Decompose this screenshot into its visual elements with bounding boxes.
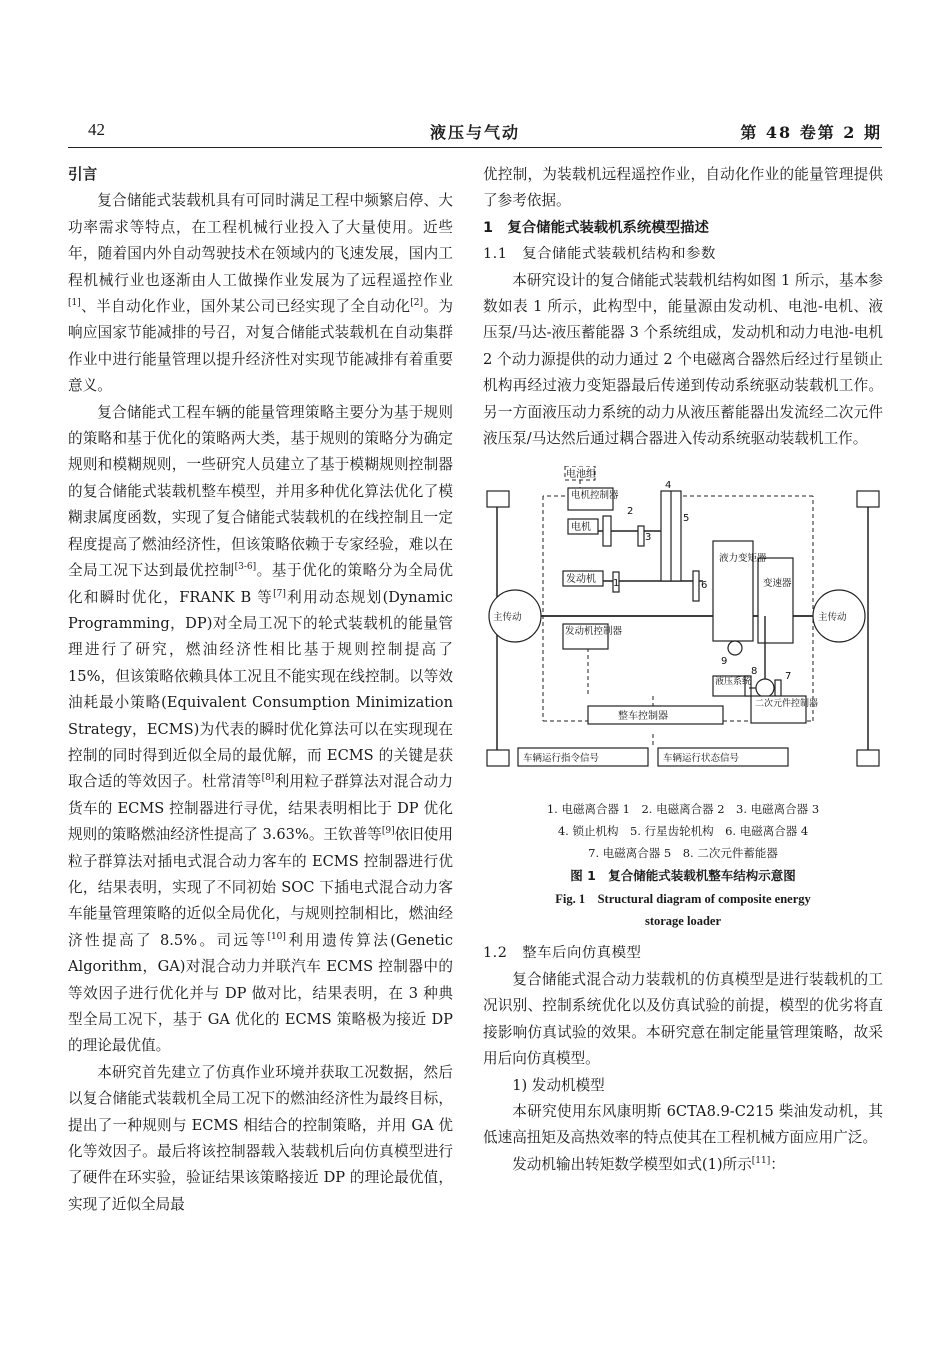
legend-line-1: 1. 电磁离合器 1 2. 电磁离合器 2 3. 电磁离合器 3 bbox=[546, 802, 820, 817]
model-paragraph: 复合储能式混合动力装载机的仿真模型是进行装载机的工况识别、控制系统优化以及仿真试验的前提，模型的优劣将直接影响仿真试验的效果。本研究意在制定能量管理策略，故采用后向仿真模型。 bbox=[483, 970, 883, 1068]
structure-paragraph: 本研究设计的复合储能式装载机结构如图 1 所示，基本参数如表 1 所示，此构型中，能量源由发动机、电池-电机、液压泵/马达-液压蓄能器 3 个系统组成，发动机和动力电池-电机 2 个动力源提供的动力通过 2 个电磁离合器然后经过行星锁止机构再经过液力变矩器最后传递到传动系统驱动装载机工作。另一方面液压动力系统的动力从液压蓄能器出发流经二次元件液压泵/马达然后通过耦合器进入传动系统驱动装载机工作。 bbox=[483, 271, 883, 448]
right-column bbox=[483, 162, 883, 1178]
clutch-number-3: 3 bbox=[645, 532, 652, 544]
left-column bbox=[68, 162, 453, 1218]
figure-caption-en-1: Fig. 1 Structural diagram of composite energy bbox=[555, 892, 811, 907]
legend-line-2: 4. 锁止机构 5. 行星齿轮机构 6. 电磁离合器 4 bbox=[557, 824, 809, 839]
volume-issue: 第 48 卷第 2 期 bbox=[740, 123, 882, 142]
secondary-controller-label: 二次元件控制器 bbox=[755, 699, 819, 710]
figure-1-diagram bbox=[483, 466, 883, 796]
citation: [8] bbox=[261, 773, 275, 784]
continued-paragraph: 优控制，为装载机远程遥控作业，自动化作业的能量管理提供了参考依据。 bbox=[483, 166, 883, 210]
engine-controller-label: 发动机控制器 bbox=[565, 626, 623, 638]
section-heading-1-1: 1.1 复合储能式装载机结构和参数 bbox=[483, 246, 716, 263]
main-drive-left-label: 主传动 bbox=[493, 612, 522, 624]
motor-controller-label: 电机控制器 bbox=[571, 490, 619, 502]
gearbox-label: 变速器 bbox=[763, 578, 792, 590]
engine-paragraph: 本研究使用东风康明斯 6CTA8.9-C215 柴油发动机，其低速高扭矩及高热效率的特点使其在工程机械方面应用广泛。 bbox=[483, 1102, 883, 1147]
clutch-number-6: 6 bbox=[701, 580, 708, 592]
intro-heading: 引言 bbox=[68, 166, 98, 183]
command-signal-label: 车辆运行指令信号 bbox=[523, 753, 600, 765]
figure-caption-en-2: storage loader bbox=[644, 914, 722, 929]
citation: [9] bbox=[381, 826, 395, 837]
citation: [7] bbox=[273, 588, 286, 599]
planetary-number-5: 5 bbox=[683, 513, 690, 525]
torque-paragraph: 发动机输出转矩数学模型如式(1)所示[11]： bbox=[512, 1155, 785, 1173]
citation: [11] bbox=[751, 1155, 771, 1166]
intro-paragraph-2: 复合储能式工程车辆的能量管理策略主要分为基于规则的策略和基于优化的策略两大类，基于规则的策略分为确定规则和模糊规则，一些研究人员建立了基于模糊规则控制器的复合储能式装载机整车模型，并用多种优化算法优化了模糊隶属度函数，实现了复合储能式装载机的在线控制且一定程度提高了燃油经济性，但该策略依赖于专家经验，难以在全局工况下达到最优控制[3-6]。基于优化的策略分为全局优化和瞬时优化，FRANK B 等[7]利用动态规划(Dynamic Programming，DP)对全局工况下的轮式装载机的能量管理进行了研究，燃油经济性相比基于规则控制提高了 15%，但该策略依赖具体工况且不能实现在线控制。以等效油耗最小策略(Equivalent Consumption Minimization Strategy，ECMS)为代表的瞬时优化算法可以在实现现在控制的同时得到近似全局的最优解，而 ECMS 的关键是获取合适的等效因子。杜常清等[8]利用粒子群算法对混合动力货车的 ECMS 控制器进行寻优，结果表明相比于 DP 优化规则的策略燃油经济性提高了 3.63%。王钦普等[9]依旧使用粒子群算法对插电式混合动力客车的 ECMS 控制器进行优化，结果表明，实现了不同初始 SOC 下插电式混合动力客车能量管理策略的近似全局优化，与规则控制相比，燃油经济性提高了 8.5%。司远等[10]利用遗传算法(Genetic Algorithm，GA)对混合动力并联汽车 ECMS 控制器中的等效因子进行优化并与 DP 做对比，结果表明，在 3 种典型全局工况下，基于 GA 优化的 ECMS 策略极为接近 DP 的理论最优值。 bbox=[68, 403, 453, 1055]
lock-number-4: 4 bbox=[665, 480, 672, 492]
loader-structure-svg bbox=[483, 466, 883, 796]
converter-label: 液力变矩器 bbox=[719, 553, 767, 565]
vehicle-controller-label: 整车控制器 bbox=[618, 711, 668, 723]
engine-label: 发动机 bbox=[566, 574, 596, 586]
figure-caption-cn: 图 1 复合储能式装载机整车结构示意图 bbox=[570, 868, 796, 884]
motor-label: 电机 bbox=[571, 522, 591, 534]
accumulator-number-8: 8 bbox=[751, 666, 758, 678]
citation: [2] bbox=[410, 298, 424, 309]
hydraulic-label: 液压系统 bbox=[715, 677, 752, 688]
citation: [10] bbox=[267, 931, 286, 942]
intro-paragraph-1: 复合储能式装载机具有可同时满足工程中频繁启停、大功率需求等特点，在工程机械行业投入了大量使用。近些年，随着国内外自动驾驶技术在领域内的飞速发展，国内工程机械行业也逐渐由人工做操作业发展为了远程遥控作业[1]、半自动化作业，国外某公司已经实现了全自动化[2]。为响应国家节能减排的号召，对复合储能式装载机在自动集群作业中进行能量管理以提升经济性对实现节能减排有着重要意义。 bbox=[68, 192, 453, 395]
battery-label: 电池组 bbox=[566, 469, 596, 481]
page-number: 42 bbox=[88, 120, 105, 139]
figure-legend bbox=[483, 798, 883, 864]
page-header bbox=[68, 117, 882, 148]
journal-name: 液压与气动 bbox=[429, 123, 520, 142]
legend-line-3: 7. 电磁离合器 5 8. 二次元件蓄能器 bbox=[588, 846, 778, 861]
section-heading-1-2: 1.2 整车后向仿真模型 bbox=[483, 945, 642, 962]
engine-model-subheading: 1) 发动机模型 bbox=[512, 1076, 605, 1094]
citation: [1] bbox=[68, 298, 81, 309]
number-9: 9 bbox=[721, 656, 728, 668]
clutch-number-1: 1 bbox=[613, 578, 620, 590]
main-drive-right-label: 主传动 bbox=[818, 612, 847, 624]
clutch-number-7: 7 bbox=[785, 671, 792, 683]
clutch-number-2: 2 bbox=[627, 506, 634, 518]
intro-paragraph-3: 本研究首先建立了仿真作业环境并获取工况数据，然后以复合储能式装载机全局工况下的燃油经济性为最终目标，提出了一种规则与 ECMS 相结合的控制策略，并用 GA 优化等效因子。最后将该控制器载入装载机后向仿真模型进行了硬件在环实验，验证结果该策略接近 DP 的理论最优值，实现了近似全局最 bbox=[68, 1063, 453, 1213]
citation: [3-6] bbox=[234, 562, 257, 573]
state-signal-label: 车辆运行状态信号 bbox=[663, 753, 740, 765]
section-heading-1: 1 复合储能式装载机系统模型描述 bbox=[483, 219, 709, 236]
